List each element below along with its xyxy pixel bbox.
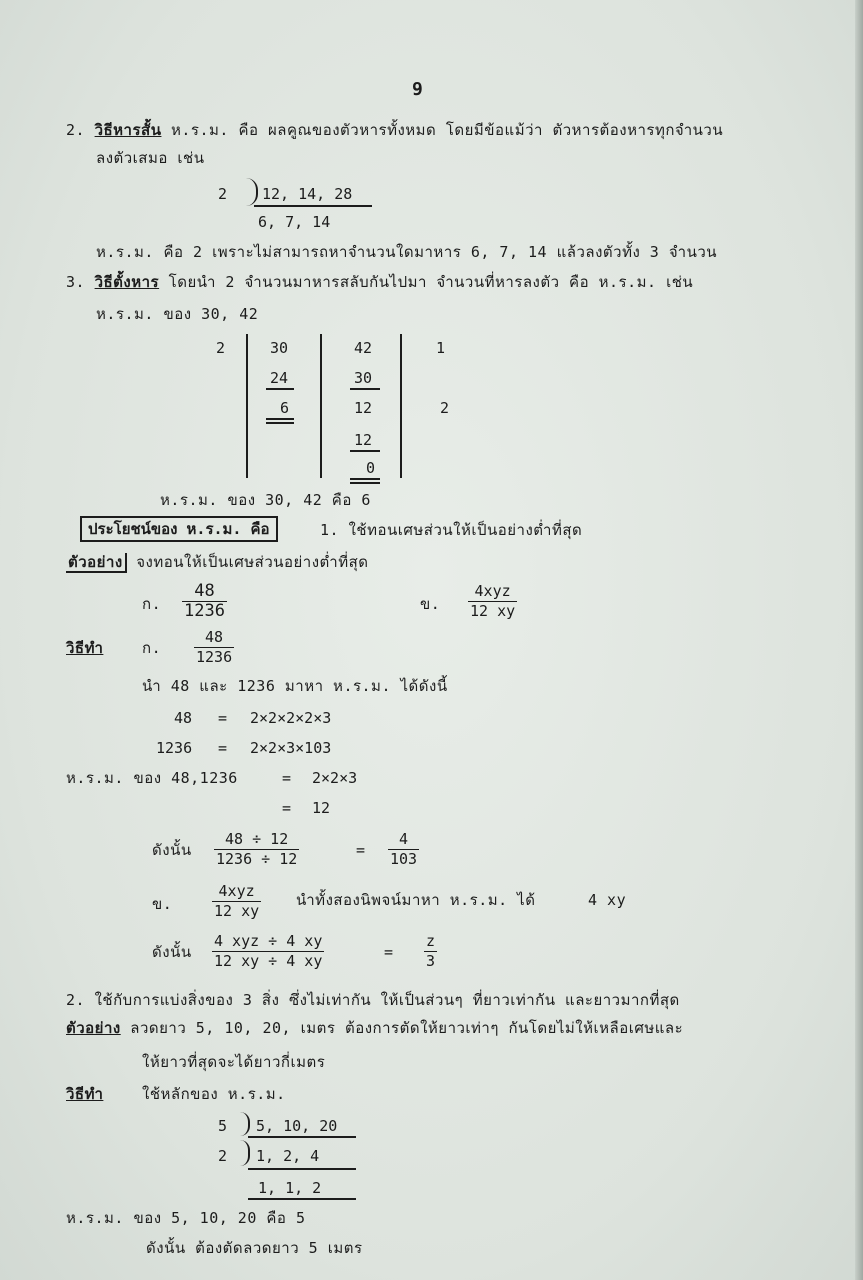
sec3-col1-2: 6 [280,399,290,417]
benefit-so-res-den: 103 [390,850,418,868]
benefit-gcd-val: 12 [312,799,331,817]
sec3-col1-underline [266,388,294,390]
sec3-vline-3 [400,334,402,478]
benefit-m-a-den: 1236 [196,648,233,666]
benefit-so2-num: 4 xyz ÷ 4 xy [214,932,323,950]
benefit-b2-fraction [212,882,261,921]
benefit-a-num: 48 [182,582,227,602]
benefit-gcd-eq2: = [282,799,292,817]
use2-bracket-2 [240,1140,250,1166]
use2-final: ดังนั้น ต้องตัดลวดยาว 5 เมตร [146,1239,363,1257]
use2-division-line-3 [248,1198,356,1200]
benefit-gcd-expr: 2×2×3 [312,769,358,787]
benefit-so-fraction [214,830,299,869]
benefit-step-text: นำ 48 และ 1236 มาหา ห.ร.ม. ได้ดังนี้ [142,677,448,695]
sec3-conclusion: ห.ร.ม. ของ 30, 42 คือ 6 [160,491,371,509]
sec3-col1-0: 30 [270,339,289,357]
use2-r1: 5, 10, 20 [256,1117,338,1135]
benefit-a-fraction [182,582,227,621]
sec2-divisor: 2 [218,185,228,203]
sec3-vline-1 [246,334,248,478]
benefit-example-label: ตัวอย่าง [66,553,127,573]
sec3-title: วิธีตั้งหาร [94,273,160,291]
sec2-division-line [254,205,372,207]
sec2-line2: ลงตัวเสมอ เช่น [96,149,205,167]
benefit-b-den: 12 xy [470,602,516,620]
benefit-so-den: 1236 ÷ 12 [216,850,298,868]
sec3-col2-4: 0 [366,459,376,477]
sec3-num: 3. [66,273,86,291]
sec3-col1-1: 24 [270,369,289,387]
benefit-f2-eq: = [218,739,228,757]
benefit-so-res-num: 4 [388,830,419,850]
sec3-col2-3: 12 [354,431,373,449]
use2-division-line-1 [248,1136,356,1138]
benefit-b2-num: 4xyz [212,882,261,902]
use2-bracket-1 [240,1112,250,1136]
benefit-so-eq: = [356,841,366,859]
benefit-f2-left: 1236 [156,739,193,757]
benefit-box-label: ประโยชน์ของ ห.ร.ม. คือ [80,516,278,542]
sec3-col2-0: 42 [354,339,373,357]
benefit-m-a-fraction [194,628,234,667]
sec3-col2-underline3a [350,478,380,480]
benefit-b-num: 4xyz [468,582,517,602]
sec3-col2-2: 12 [354,399,373,417]
benefit-f2-right: 2×2×3×103 [250,739,332,757]
benefit-method-label: วิธีทำ [66,639,104,657]
benefit-so2-den: 12 xy ÷ 4 xy [214,952,323,970]
benefit-example-text: จงทอนให้เป็นเศษส่วนอย่างต่ำที่สุด [136,553,369,571]
use2-d2: 2 [218,1147,228,1165]
benefit-a-den: 1236 [184,601,225,621]
sec3-vline-2 [320,334,322,478]
use2-division-line-2 [248,1168,356,1170]
benefit-so2-result [424,932,437,971]
benefit-b2-label: ข. [152,895,173,913]
sec3-q3: 2 [440,399,450,417]
use2-d1: 5 [218,1117,228,1135]
benefit-f1-eq: = [218,709,228,727]
sec2-line1 [66,120,723,140]
use2-example-text: ลวดยาว 5, 10, 20, เมตร ต้องการตัดให้ยาวเท่าๆ กันโดยไม่ให้เหลือเศษและ [130,1019,684,1037]
benefit-so2-eq: = [384,943,394,961]
sec3-line2: ห.ร.ม. ของ 30, 42 [96,305,259,323]
sec3-col2-1: 30 [354,369,373,387]
sec2-num: 2. [66,121,86,139]
page-number: 9 [412,79,424,100]
use2-example-label: ตัวอย่าง [66,1019,121,1037]
sec3-q2: 1 [436,339,446,357]
benefit-b2-den: 12 xy [214,902,260,920]
benefit-item1: 1. ใช้ทอนเศษส่วนให้เป็นอย่างต่ำที่สุด [320,521,583,539]
sec3-col2-underline3b [350,482,380,484]
sec2-quotient: 6, 7, 14 [258,213,331,231]
sec2-line1-rest: ห.ร.ม. คือ ผลคูณของตัวหารทั้งหมด โดยมีข้อแม้ว่า ตัวหารต้องหารทุกจำนวน [170,121,724,139]
benefit-so-label: ดังนั้น [152,841,192,859]
sec2-title: วิธีหารสั้น [94,121,162,139]
benefit-f1-left: 48 [174,709,193,727]
use2-r2: 1, 2, 4 [256,1147,320,1165]
benefit-so2-res-num: z [426,932,436,950]
benefit-m-a-label: ก. [142,639,162,657]
benefit-m-a-num: 48 [194,628,234,648]
benefit-so2-label: ดังนั้น [152,943,192,961]
use2-method-text: ใช้หลักของ ห.ร.ม. [142,1085,286,1103]
benefit-so2-res-den: 3 [426,952,436,970]
use2-conclusion: ห.ร.ม. ของ 5, 10, 20 คือ 5 [66,1209,306,1227]
sec3-q1: 2 [216,339,226,357]
benefit-b2-text: นำทั้งสองนิพจน์มาหา ห.ร.ม. ได้ [296,891,536,909]
use2-line: 2. ใช้กับการแบ่งสิ่งของ 3 สิ่ง ซึ่งไม่เท่ากัน ให้เป็นส่วนๆ ที่ยาวเท่ากัน และยาวมากที่สุด [66,991,680,1009]
benefit-b-fraction [468,582,517,621]
benefit-so2-fraction [212,932,324,971]
benefit-gcd-eq: = [282,769,292,787]
benefit-gcd-label: ห.ร.ม. ของ 48,1236 [66,769,238,787]
sec2-dividend: 12, 14, 28 [262,185,353,203]
sec2-conclusion: ห.ร.ม. คือ 2 เพราะไม่สามารถหาจำนวนใดมาหาร 6, 7, 14 แล้วลงตัวทั้ง 3 จำนวน [96,243,718,261]
benefit-so-num: 48 ÷ 12 [214,830,299,850]
sec3-line1 [66,272,693,292]
benefit-example-row [66,552,369,572]
use2-example-row [66,1018,683,1038]
benefit-so-result [388,830,419,869]
sec3-line1-rest: โดยนำ 2 จำนวนมาหารสลับกันไปมา จำนวนที่หารลงตัว คือ ห.ร.ม. เช่น [168,273,694,291]
benefit-a-label: ก. [142,595,162,613]
benefit-f1-right: 2×2×2×2×3 [250,709,332,727]
sec3-col2-underline2 [350,450,380,452]
use2-r3: 1, 1, 2 [258,1179,322,1197]
sec2-division-bracket [246,178,258,206]
use2-method-label: วิธีทำ [66,1085,104,1103]
sec3-col2-underline [350,388,380,390]
benefit-b-label: ข. [420,595,441,613]
sec3-col1-underline2b [266,422,294,424]
use2-example-text2: ให้ยาวที่สุดจะได้ยาวกี่เมตร [142,1053,326,1071]
sec3-col1-underline2a [266,418,294,420]
page-edge-shadow [855,0,863,1280]
benefit-b2-val: 4 xy [588,891,627,909]
